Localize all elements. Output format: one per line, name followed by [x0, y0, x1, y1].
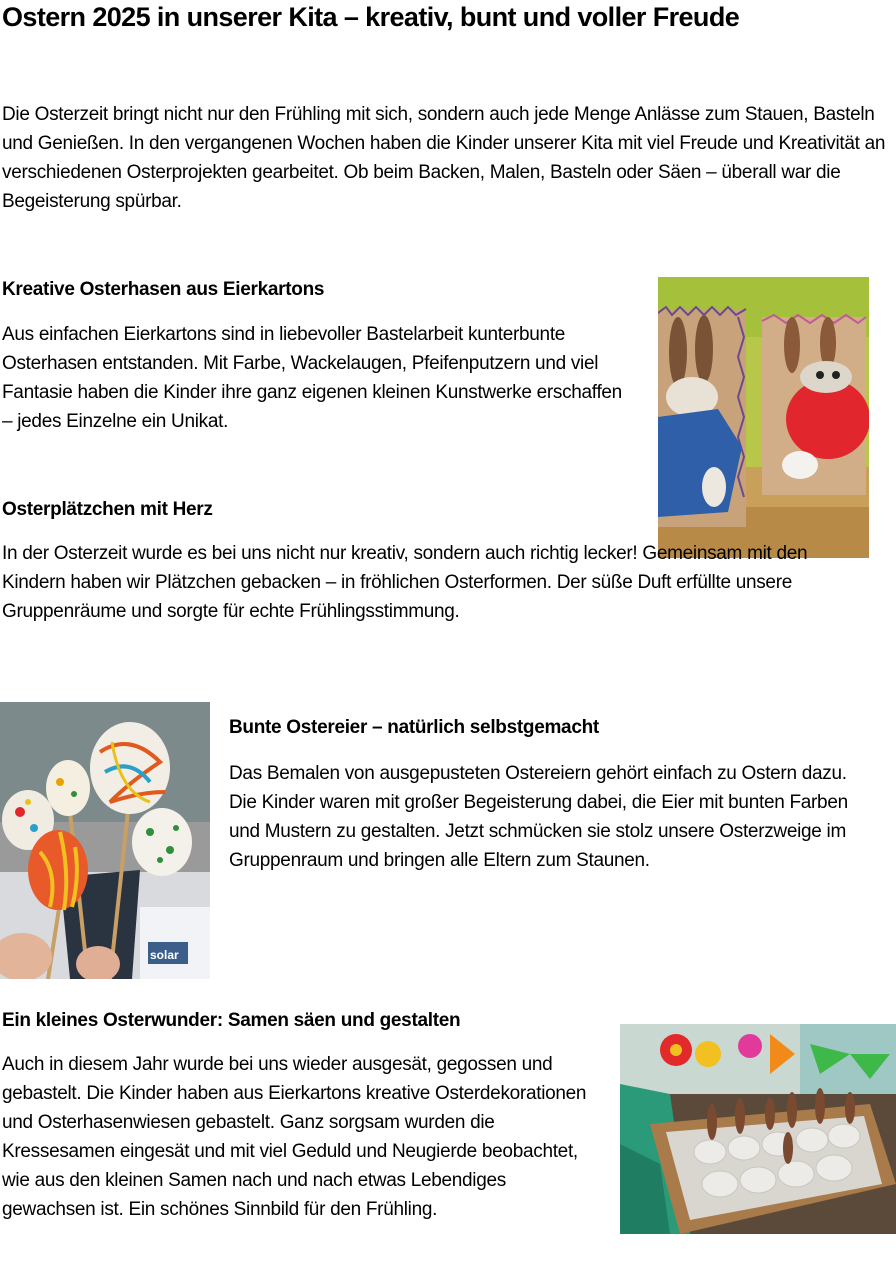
page-title: Ostern 2025 in unserer Kita – kreativ, bunt und voller Freude — [2, 2, 740, 32]
heading-osterhasen: Kreative Osterhasen aus Eierkartons — [2, 279, 325, 300]
text-plaetzchen: In der Osterzeit wurde es bei uns nicht nur kreativ, sondern auch richtig lecker! Gemeinsam mit den Kindern haben wir Plätzchen gebacken – in fröhlichen Osterformen. Der süße Duft erfüllte unsere Gruppenräume und sorgte für echte Frühlingsstimmung. — [2, 543, 808, 622]
text-ostereier: Das Bemalen von ausgepusteten Ostereiern gehört einfach zu Ostern dazu. Die Kinder waren mit großer Begeisterung dabei, die Eier mit bunten Farben und Mustern zu gestalten. Jetzt schmücken sie stolz unsere Osterzweige im Gruppenraum und bringen alle Eltern zum Staunen. — [229, 763, 848, 871]
heading-plaetzchen: Osterplätzchen mit Herz — [2, 499, 213, 520]
cup-label-text: solar — [150, 948, 179, 962]
photo-seed-planters — [620, 1024, 896, 1234]
text-osterwunder: Auch in diesem Jahr wurde bei uns wieder ausgesät, gegossen und gebastelt. Die Kinder haben aus Eierkartons kreative Osterdekorationen und Osterhasenwiesen gebastelt. Ganz sorgsam wurden die Kressesamen eingesät und mit viel Geduld und Neugierde beobachtet, wie aus den kleinen Samen nach und nach etwas Lebendiges gewachsen ist. Ein schönes Sinnbild für den Frühling. — [2, 1054, 587, 1220]
intro-paragraph: Die Osterzeit bringt nicht nur den Frühling mit sich, sondern auch jede Menge Anlässe zum Stauen, Basteln und Genießen. In den vergangenen Wochen haben die Kinder unserer Kita mit viel Freude und Kreativität an verschiedenen Osterprojekten gearbeitet. Ob beim Backen, Malen, Basteln oder Säen – überall war die Begeisterung spürbar. — [2, 104, 886, 212]
text-osterhasen: Aus einfachen Eierkartons sind in liebevoller Bastelarbeit kunterbunte Osterhasen entstanden. Mit Farbe, Wackelaugen, Pfeifenputzern und viel Fantasie haben die Kinder ihre ganz eigenen kleinen Kunstwerke erschaffen – jedes Einzelne ein Unikat. — [2, 324, 622, 432]
heading-osterwunder: Ein kleines Osterwunder: Samen säen und gestalten — [2, 1010, 461, 1031]
heading-ostereier: Bunte Ostereier – natürlich selbstgemacht — [229, 717, 599, 738]
photo-painted-eggs — [0, 702, 210, 979]
photo-egg-carton-bunnies — [658, 277, 869, 558]
